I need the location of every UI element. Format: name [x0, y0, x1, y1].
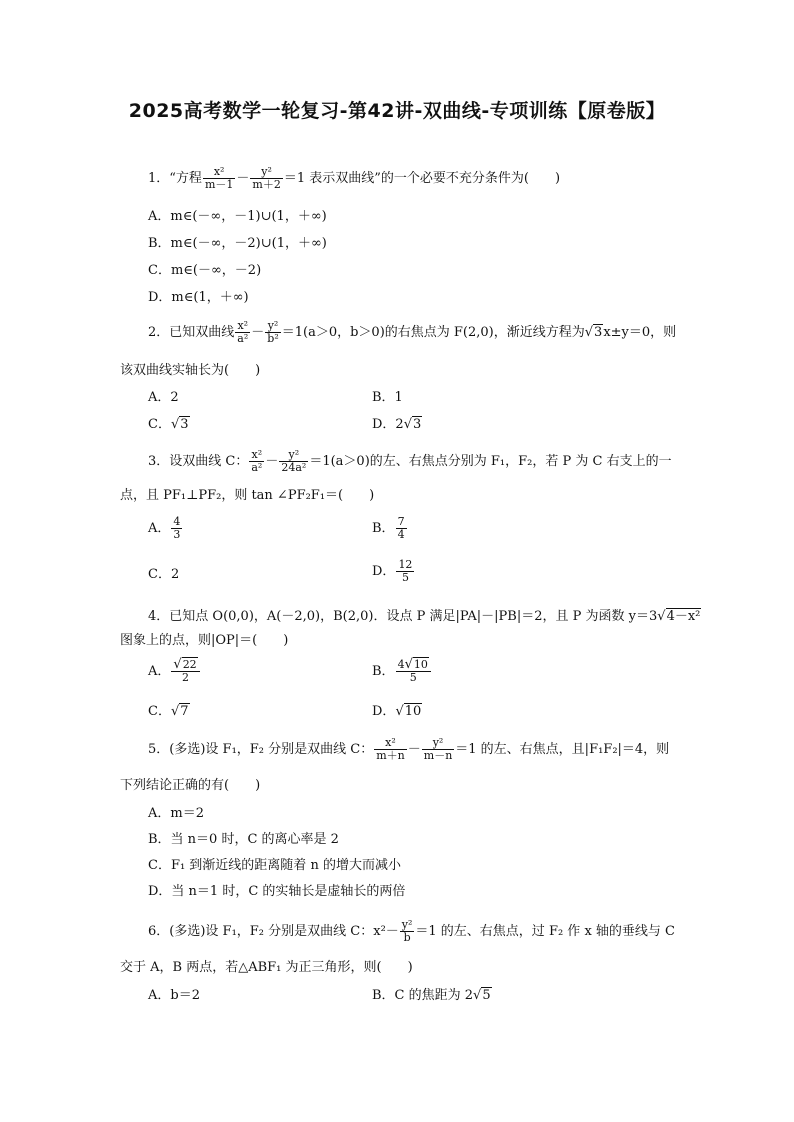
question-5-option-c: C．F₁ 到渐近线的距离随着 n 的增大而减小 — [148, 858, 401, 873]
question-1-stem: 1．“方程 $\frac{\text{x²}}{m-1}$ － $\frac{\text{y²}}{m+2}$ ＝1 表示双曲线”的一个必要不充分条件为( ) — [148, 165, 561, 191]
fraction: $\frac{\text{y²}}{\text{b²}}$ — [267, 319, 279, 345]
question-2-option-b: B．1 — [372, 390, 403, 405]
document-title: 2025高考数学一轮复习-第42讲-双曲线-专项训练【原卷版】 — [128, 100, 666, 122]
question-1-option-c: C．m∈(－∞，－2) — [148, 263, 262, 278]
sqrt-expression: √3 — [584, 325, 603, 340]
question-5-option-b: B．当 n＝0 时，C 的离心率是 2 — [148, 832, 339, 847]
question-3-option-a: A． $\frac{4}{3}$ — [148, 515, 181, 541]
question-3-stem: 3．设双曲线 C： $\frac{\text{x²}}{\text{a²}}$ － $\frac{\text{y²}}{\text{24a²}}$ ＝1(a＞0)的左、右焦点分别为 F₁，F₂，若 P 为 C 右支上的一 — [148, 448, 672, 474]
question-5-option-d: D．当 n＝1 时，C 的实轴长是虚轴长的两倍 — [148, 884, 406, 899]
question-5-stem: 5．(多选)设 F₁，F₂ 分别是双曲线 C： $\frac{\text{x²}}{m+n}$ － $\frac{\text{y²}}{m-n}$ ＝1 的左、右焦点，且|F₁F₂|＝4，则 — [148, 736, 670, 762]
question-2-stem: 2．已知双曲线 $\frac{\text{x²}}{\text{a²}}$ － $\frac{\text{y²}}{\text{b²}}$ ＝1(a＞0，b＞0)的右焦点为 F(2,0)，渐近线方程为√3x±y＝0，则 — [148, 319, 677, 345]
question-1-option-d: D．m∈(1，＋∞) — [148, 290, 249, 305]
question-4-option-b: B． $\frac{4√10}{5}$ — [372, 659, 432, 684]
question-6-option-a: A．b＝2 — [148, 988, 200, 1003]
sqrt-expression: √4－x² — [657, 609, 701, 624]
fraction: $\frac{\text{y²}}{m-n}$ — [423, 736, 453, 762]
question-4-option-c: C．√7 — [148, 704, 189, 719]
question-2-option-a: A．2 — [148, 390, 179, 405]
question-6-stem: 6．(多选)设 F₁，F₂ 分别是双曲线 C：x²－ $\frac{\text{y²}}{b}$ ＝1 的左、右焦点，过 F₂ 作 x 轴的垂线与 C — [148, 918, 675, 944]
fraction: $\frac{\text{x²}}{m-1}$ — [204, 165, 234, 191]
question-1-option-b: B．m∈(－∞，－2)∪(1，＋∞) — [148, 236, 327, 251]
fraction: $\frac{\text{x²}}{m+n}$ — [376, 736, 405, 762]
question-5-stem-continued: 下列结论正确的有( ) — [120, 778, 261, 793]
question-3-option-d: D． $\frac{12}{5}$ — [372, 558, 413, 584]
question-5-option-a: A．m＝2 — [148, 806, 204, 821]
fraction: $\frac{\text{x²}}{\text{a²}}$ — [237, 319, 249, 345]
question-2-option-c: C．√3 — [148, 417, 189, 432]
question-3-stem-continued: 点，且 PF₁⊥PF₂，则 tan ∠PF₂F₁＝( ) — [120, 488, 375, 503]
fraction: $\frac{\text{y²}}{\text{24a²}}$ — [281, 448, 307, 474]
question-4-stem-continued: 图象上的点，则|OP|＝( ) — [120, 633, 289, 648]
fraction: $\frac{\text{y²}}{b}$ — [401, 918, 413, 944]
fraction: $\frac{\text{y²}}{m+2}$ — [252, 165, 281, 191]
question-3-option-b: B． $\frac{7}{4}$ — [372, 515, 405, 541]
question-4-option-d: D．√10 — [372, 704, 422, 719]
question-6-option-b: B．C 的焦距为 2√5 — [372, 988, 491, 1003]
question-2-stem-continued: 该双曲线实轴长为( ) — [120, 363, 261, 378]
question-4-stem: 4．已知点 O(0,0)，A(－2,0)，B(2,0)．设点 P 满足|PA|－|PB|＝2，且 P 为函数 y＝3√4－x² — [148, 609, 701, 624]
question-1-option-a: A．m∈(－∞，－1)∪(1，＋∞) — [148, 209, 327, 224]
question-6-stem-continued: 交于 A，B 两点，若△ABF₁ 为正三角形，则( ) — [120, 960, 413, 975]
question-3-option-c: C．2 — [148, 567, 180, 582]
question-2-option-d: D．2√3 — [372, 417, 422, 432]
question-4-option-a: A． $\frac{√22}{2}$ — [148, 659, 201, 684]
fraction: $\frac{\text{x²}}{\text{a²}}$ — [251, 448, 263, 474]
